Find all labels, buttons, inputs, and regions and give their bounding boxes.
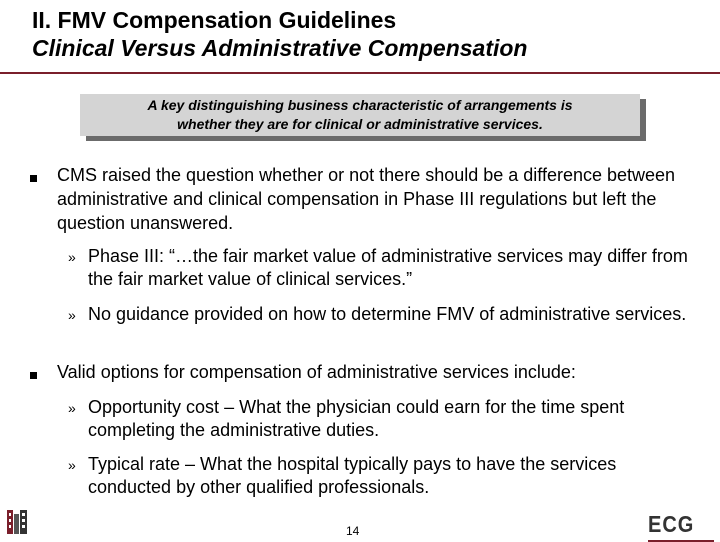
ecg-logo-text: ECG [648, 512, 695, 538]
bullet-icon [30, 372, 37, 379]
slide-title: II. FMV Compensation Guidelines [32, 7, 397, 33]
callout-text: A key distinguishing business characteristic of arrangements is whether they are for clinical or administrative services. [147, 97, 573, 132]
callout-box [80, 94, 640, 136]
bullet-text: Valid options for compensation of administrative services include: [57, 362, 576, 382]
bullet-text: CMS raised the question whether or not there should be a difference between administrative and clinical compensation in Phase III regulations but left the question unanswered. [57, 165, 676, 233]
sub-bullet-text: Typical rate – What the hospital typically pays to have the services conducted by other qualified professionals. [88, 454, 617, 497]
title-block [32, 6, 527, 62]
page-number: 14 [346, 524, 360, 538]
title-divider [0, 72, 720, 74]
sub-bullet-icon: » [68, 400, 76, 416]
slide-subtitle: Clinical Versus Administrative Compensation [32, 35, 528, 61]
sub-bullet-icon: » [68, 249, 76, 265]
sub-bullet-text: No guidance provided on how to determine FMV of administrative services. [88, 304, 687, 324]
sub-bullet-icon: » [68, 457, 76, 473]
sub-bullet-text: Phase III: “…the fair market value of administrative services may differ from the fair market value of clinical services.” [88, 246, 688, 289]
bullet-icon [30, 175, 37, 182]
ecg-logo [648, 514, 694, 537]
sub-bullet-icon: » [68, 307, 76, 323]
building-logo-icon [6, 508, 28, 536]
sub-bullet-text: Opportunity cost – What the physician could earn for the time spent completing the administrative duties. [88, 397, 625, 440]
